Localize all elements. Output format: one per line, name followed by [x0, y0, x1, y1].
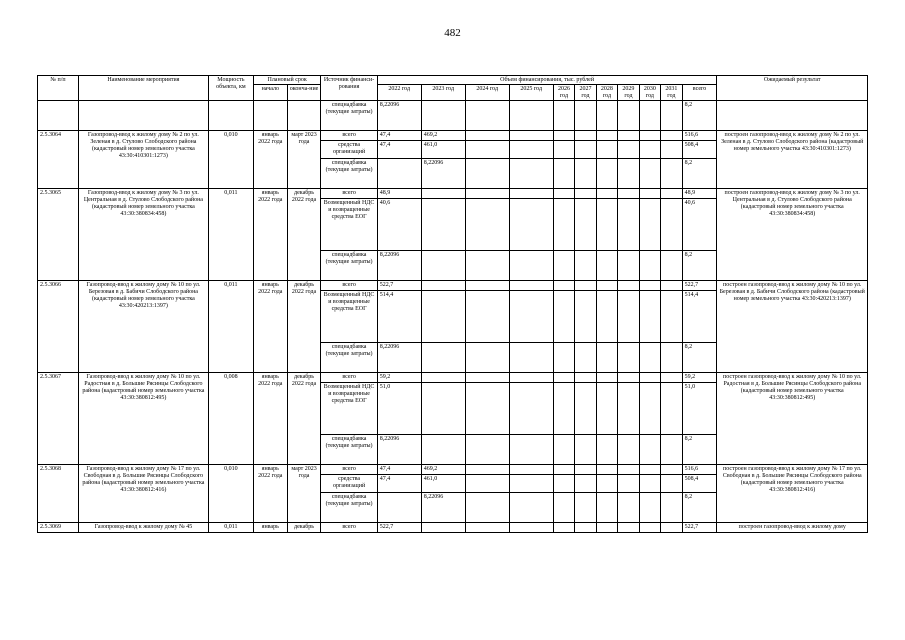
- cell-value: [661, 493, 682, 523]
- cell-value: [421, 291, 465, 343]
- cell-value: [639, 435, 660, 465]
- cell-value: [421, 523, 465, 533]
- cell-value: [575, 189, 596, 199]
- cell-empty: [38, 101, 79, 131]
- cell-value: 514,4: [377, 291, 421, 343]
- cell-value: [509, 373, 553, 383]
- cell-end: декабрь 2022 года: [287, 281, 321, 373]
- cell-value: [596, 373, 617, 383]
- cell-name: Газопровод-ввод к жилому дому № 10 по ул. Березовая в д. Бабичи Слободского района (кадастровый номер земельного участка 43:30:420213:1397): [78, 281, 208, 373]
- cell-value: [596, 383, 617, 435]
- cell-value: [639, 141, 660, 159]
- cell-source: спецнадбавка (текущие затраты): [321, 159, 377, 189]
- cell-value: 8,22096: [421, 493, 465, 523]
- header-year: 2022 год: [377, 85, 421, 101]
- cell-value: [639, 189, 660, 199]
- cell-source: средства организаций: [321, 141, 377, 159]
- cell-result: построен газопровод-ввод к жилому дому: [717, 523, 868, 533]
- table-row: [38, 465, 868, 475]
- cell-value: [509, 383, 553, 435]
- table-row: [38, 189, 868, 199]
- cell-value: [377, 159, 421, 189]
- cell-value: [661, 199, 682, 251]
- cell-value: [639, 373, 660, 383]
- cell-num: 2.5.3064: [38, 131, 79, 189]
- cell-source: всего: [321, 523, 377, 533]
- cell-value: [465, 465, 509, 475]
- cell-value: [575, 159, 596, 189]
- cell-value: [639, 251, 660, 281]
- cell-value: [639, 343, 660, 373]
- cell-value: [553, 475, 574, 493]
- cell-value: [575, 251, 596, 281]
- cell-value: [465, 435, 509, 465]
- cell-value: [639, 523, 660, 533]
- header-year: 2029 год: [618, 85, 639, 101]
- cell-value: 8,22096: [377, 435, 421, 465]
- cell-value: [465, 199, 509, 251]
- cell-value: [596, 465, 617, 475]
- cell-total: 8,2: [682, 493, 717, 523]
- table-row: [38, 523, 868, 533]
- header-term-start: начало: [253, 85, 287, 101]
- cell-value: [553, 141, 574, 159]
- cell-value: [596, 435, 617, 465]
- header-term-end: оконча-ние: [287, 85, 321, 101]
- cell-value: [421, 383, 465, 435]
- cell-value: [509, 141, 553, 159]
- table-header: [38, 76, 868, 101]
- cell-result: построен газопровод-ввод к жилому дому № 3 по ул. Центральная в д. Стулово Слободского района (кадастровый номер земельного участка 43:30:380834:458): [717, 189, 868, 281]
- cell-name: Газопровод-ввод к жилому дому № 2 по ул. Зеленая в д. Стулово Слободского района (кадастровый номер земельного участка 43:30:410301:1273): [78, 131, 208, 189]
- cell-value: [575, 343, 596, 373]
- cell-value: [639, 291, 660, 343]
- cell-name: Газопровод-ввод к жилому дому № 45: [78, 523, 208, 533]
- cell-source: спецнадбавка (текущие затраты): [321, 101, 377, 131]
- cell-source: всего: [321, 281, 377, 291]
- cell-value: [618, 189, 639, 199]
- cell-value: 522,7: [377, 523, 421, 533]
- cell-value: [465, 343, 509, 373]
- cell-value: [661, 435, 682, 465]
- cell-value: [661, 465, 682, 475]
- cell-value: [465, 523, 509, 533]
- cell-value: 47,4: [377, 465, 421, 475]
- header-result: Ожидаемый результат: [717, 76, 868, 101]
- cell-value: [553, 383, 574, 435]
- cell-value: [639, 465, 660, 475]
- cell-value: [553, 493, 574, 523]
- table-body: [38, 101, 868, 533]
- cell-value: 522,7: [377, 281, 421, 291]
- cell-num: 2.5.3065: [38, 189, 79, 281]
- cell-source: спецнадбавка (текущие затраты): [321, 251, 377, 281]
- cell-value: [596, 291, 617, 343]
- cell-result: построен газопровод-ввод к жилому дому № 2 по ул. Зеленая в д. Стулово Слободского района (кадастровый номер земельного участка 43:30:410301:1273): [717, 131, 868, 189]
- cell-value: [465, 251, 509, 281]
- cell-value: [661, 141, 682, 159]
- cell-total: 8,2: [682, 343, 717, 373]
- cell-total: 508,4: [682, 141, 717, 159]
- cell-value: [596, 131, 617, 141]
- cell-value: 51,0: [377, 383, 421, 435]
- cell-value: 40,6: [377, 199, 421, 251]
- cell-value: [618, 159, 639, 189]
- cell-value: [465, 159, 509, 189]
- cell-start: январь: [253, 523, 287, 533]
- cell-value: [509, 475, 553, 493]
- header-term: Плановый срок: [253, 76, 321, 85]
- cell-start: январь 2022 года: [253, 465, 287, 523]
- cell-value: [553, 101, 574, 131]
- cell-value: [575, 383, 596, 435]
- cell-value: [575, 435, 596, 465]
- cell-num: 2.5.3069: [38, 523, 79, 533]
- cell-capacity: 0,011: [208, 523, 253, 533]
- cell-value: [596, 199, 617, 251]
- cell-value: [553, 199, 574, 251]
- cell-value: [639, 475, 660, 493]
- cell-value: [618, 383, 639, 435]
- cell-value: [553, 435, 574, 465]
- cell-total: 51,0: [682, 383, 717, 435]
- cell-total: 516,6: [682, 465, 717, 475]
- cell-total: 8,2: [682, 435, 717, 465]
- cell-value: [465, 383, 509, 435]
- cell-value: [596, 281, 617, 291]
- cell-value: [421, 373, 465, 383]
- cell-value: [465, 373, 509, 383]
- cell-value: [553, 291, 574, 343]
- cell-value: 8,22096: [377, 251, 421, 281]
- cell-empty: [287, 101, 321, 131]
- cell-value: [465, 493, 509, 523]
- cell-value: [553, 523, 574, 533]
- table-row: [38, 281, 868, 291]
- cell-value: [509, 281, 553, 291]
- cell-start: январь 2022 года: [253, 373, 287, 465]
- header-year: 2025 год: [509, 85, 553, 101]
- cell-value: 461,0: [421, 475, 465, 493]
- cell-value: [618, 131, 639, 141]
- cell-value: [618, 281, 639, 291]
- cell-value: [639, 131, 660, 141]
- cell-value: [421, 101, 465, 131]
- cell-empty: [208, 101, 253, 131]
- header-year: 2023 год: [421, 85, 465, 101]
- cell-value: 59,2: [377, 373, 421, 383]
- cell-value: [465, 291, 509, 343]
- cell-value: [596, 493, 617, 523]
- cell-num: 2.5.3066: [38, 281, 79, 373]
- cell-value: [596, 475, 617, 493]
- cell-value: [618, 141, 639, 159]
- cell-start: январь 2022 года: [253, 189, 287, 281]
- cell-source: Возмещенный НДС и возвращенные средства ЕОГ: [321, 383, 377, 435]
- cell-value: [618, 251, 639, 281]
- table-row: [38, 101, 868, 131]
- cell-total: 40,6: [682, 199, 717, 251]
- cell-value: [509, 131, 553, 141]
- cell-value: [509, 101, 553, 131]
- cell-value: [575, 475, 596, 493]
- cell-total: 8,2: [682, 251, 717, 281]
- cell-value: [661, 189, 682, 199]
- cell-value: [465, 189, 509, 199]
- cell-source: спецнадбавка (текущие затраты): [321, 343, 377, 373]
- cell-num: 2.5.3068: [38, 465, 79, 523]
- cell-value: [575, 291, 596, 343]
- cell-total: 48,9: [682, 189, 717, 199]
- cell-value: [661, 343, 682, 373]
- cell-total: 522,7: [682, 523, 717, 533]
- cell-value: [618, 523, 639, 533]
- cell-capacity: 0,010: [208, 465, 253, 523]
- cell-value: [377, 493, 421, 523]
- cell-value: [575, 373, 596, 383]
- cell-value: [661, 383, 682, 435]
- table-row: [38, 131, 868, 141]
- cell-value: [553, 373, 574, 383]
- cell-source: спецнадбавка (текущие затраты): [321, 435, 377, 465]
- cell-source: Возмещенный НДС и возвращенные средства ЕОГ: [321, 291, 377, 343]
- cell-value: [618, 435, 639, 465]
- cell-empty: [78, 101, 208, 131]
- cell-total: 8,2: [682, 101, 717, 131]
- cell-source: спецнадбавка (текущие затраты): [321, 493, 377, 523]
- header-total: всего: [682, 85, 717, 101]
- cell-source: всего: [321, 131, 377, 141]
- cell-value: [661, 131, 682, 141]
- cell-end: декабрь: [287, 523, 321, 533]
- cell-end: декабрь 2022 года: [287, 189, 321, 281]
- cell-value: [553, 131, 574, 141]
- cell-value: [618, 343, 639, 373]
- cell-name: Газопровод-ввод к жилому дому № 17 по ул. Свободная в д. Большие Рясинцы Слободского района (кадастровый номер земельного участка 43:30:380812:416): [78, 465, 208, 523]
- cell-value: [553, 159, 574, 189]
- cell-value: [509, 465, 553, 475]
- cell-value: 461,0: [421, 141, 465, 159]
- cell-capacity: 0,011: [208, 189, 253, 281]
- cell-value: [509, 291, 553, 343]
- cell-value: [465, 101, 509, 131]
- header-funding: Объем финансирования, тыс. рублей: [377, 76, 717, 85]
- cell-start: январь 2022 года: [253, 281, 287, 373]
- cell-total: 59,2: [682, 373, 717, 383]
- cell-value: [639, 281, 660, 291]
- cell-value: [661, 523, 682, 533]
- cell-value: [509, 343, 553, 373]
- cell-value: [465, 475, 509, 493]
- cell-value: [618, 493, 639, 523]
- cell-value: [421, 435, 465, 465]
- cell-value: [509, 435, 553, 465]
- cell-result: построен газопровод-ввод к жилому дому № 10 по ул. Радостная в д. Большие Рясинцы Слободского района (кадастровый номер земельного участка 43:30:380812:495): [717, 373, 868, 465]
- cell-value: [618, 475, 639, 493]
- cell-value: [575, 281, 596, 291]
- cell-total: 8,2: [682, 159, 717, 189]
- header-year: 2030 год: [639, 85, 660, 101]
- cell-value: 8,22096: [377, 101, 421, 131]
- cell-value: 469,2: [421, 465, 465, 475]
- header-name: Наименование мероприятия: [78, 76, 208, 101]
- cell-result: построен газопровод-ввод к жилому дому № 10 по ул. Березовая в д. Бабичи Слободского района (кадастровый номер земельного участка 43:30:420213:1397): [717, 281, 868, 373]
- cell-value: [465, 131, 509, 141]
- cell-value: [596, 101, 617, 131]
- cell-value: [553, 251, 574, 281]
- cell-source: всего: [321, 189, 377, 199]
- cell-name: Газопровод-ввод к жилому дому № 3 по ул. Центральная в д. Стулово Слободского района (кадастровый номер земельного участка 43:30:380834:458): [78, 189, 208, 281]
- cell-value: [639, 383, 660, 435]
- cell-value: [596, 251, 617, 281]
- cell-total: 522,7: [682, 281, 717, 291]
- header-year: 2027 год: [575, 85, 596, 101]
- cell-total: 516,6: [682, 131, 717, 141]
- header-year: 2028 год: [596, 85, 617, 101]
- cell-value: [618, 373, 639, 383]
- header-year: 2031 год: [661, 85, 682, 101]
- cell-capacity: 0,008: [208, 373, 253, 465]
- cell-value: [509, 493, 553, 523]
- cell-value: [661, 373, 682, 383]
- cell-value: [509, 523, 553, 533]
- header-source: Источник финанси-рования: [321, 76, 377, 101]
- cell-value: [421, 343, 465, 373]
- cell-value: [465, 141, 509, 159]
- cell-value: [596, 159, 617, 189]
- cell-value: [639, 159, 660, 189]
- cell-value: 469,2: [421, 131, 465, 141]
- cell-source: всего: [321, 465, 377, 475]
- cell-source: средства организаций: [321, 475, 377, 493]
- cell-end: декабрь 2022 года: [287, 373, 321, 465]
- cell-value: 47,4: [377, 141, 421, 159]
- cell-name: Газопровод-ввод к жилому дому № 10 по ул. Радостная в д. Большие Рясинцы Слободского района (кадастровый номер земельного участка 43:30:380812:495): [78, 373, 208, 465]
- cell-value: [661, 291, 682, 343]
- cell-value: [553, 189, 574, 199]
- cell-end: март 2023 года: [287, 465, 321, 523]
- header-capacity: Мощность объекта, км: [208, 76, 253, 101]
- cell-num: 2.5.3067: [38, 373, 79, 465]
- table-row: [38, 373, 868, 383]
- cell-capacity: 0,011: [208, 281, 253, 373]
- cell-value: 8,22096: [377, 343, 421, 373]
- cell-value: [575, 131, 596, 141]
- cell-value: [618, 465, 639, 475]
- cell-value: [575, 199, 596, 251]
- cell-value: [509, 189, 553, 199]
- cell-value: [421, 189, 465, 199]
- cell-value: [553, 343, 574, 373]
- cell-value: [596, 343, 617, 373]
- cell-value: [661, 475, 682, 493]
- cell-capacity: 0,010: [208, 131, 253, 189]
- cell-value: [575, 141, 596, 159]
- cell-value: [553, 281, 574, 291]
- cell-source: всего: [321, 373, 377, 383]
- cell-value: [509, 159, 553, 189]
- cell-value: [553, 465, 574, 475]
- cell-value: [596, 141, 617, 159]
- cell-value: [465, 281, 509, 291]
- cell-value: [575, 493, 596, 523]
- cell-value: [661, 101, 682, 131]
- cell-value: [509, 251, 553, 281]
- page-number: 482: [444, 27, 461, 39]
- cell-value: [618, 291, 639, 343]
- cell-value: [618, 199, 639, 251]
- cell-value: [618, 101, 639, 131]
- cell-source: Возмещенный НДС и возвращенные средства ЕОГ: [321, 199, 377, 251]
- cell-start: январь 2022 года: [253, 131, 287, 189]
- cell-value: [661, 251, 682, 281]
- cell-value: [596, 523, 617, 533]
- header-num: № п/п: [38, 76, 79, 101]
- header-year: 2024 год: [465, 85, 509, 101]
- cell-value: [661, 159, 682, 189]
- cell-value: 8,22096: [421, 159, 465, 189]
- cell-value: 48,9: [377, 189, 421, 199]
- cell-result: построен газопровод-ввод к жилому дому № 17 по ул. Свободная в д. Большие Рясинцы Слободского района (кадастровый номер земельного участка 43:30:380812:416): [717, 465, 868, 523]
- cell-value: [575, 101, 596, 131]
- cell-value: 47,4: [377, 475, 421, 493]
- cell-value: [639, 199, 660, 251]
- cell-value: [596, 189, 617, 199]
- cell-value: [639, 101, 660, 131]
- cell-total: 514,4: [682, 291, 717, 343]
- financing-table: [37, 75, 868, 533]
- cell-value: [421, 199, 465, 251]
- header-year: 2026 год: [553, 85, 574, 101]
- cell-value: 47,4: [377, 131, 421, 141]
- cell-value: [509, 199, 553, 251]
- cell-value: [661, 281, 682, 291]
- cell-empty: [253, 101, 287, 131]
- cell-end: март 2023 года: [287, 131, 321, 189]
- cell-result: [717, 101, 868, 131]
- cell-total: 508,4: [682, 475, 717, 493]
- cell-value: [639, 493, 660, 523]
- cell-value: [421, 281, 465, 291]
- cell-value: [575, 465, 596, 475]
- cell-value: [421, 251, 465, 281]
- cell-value: [575, 523, 596, 533]
